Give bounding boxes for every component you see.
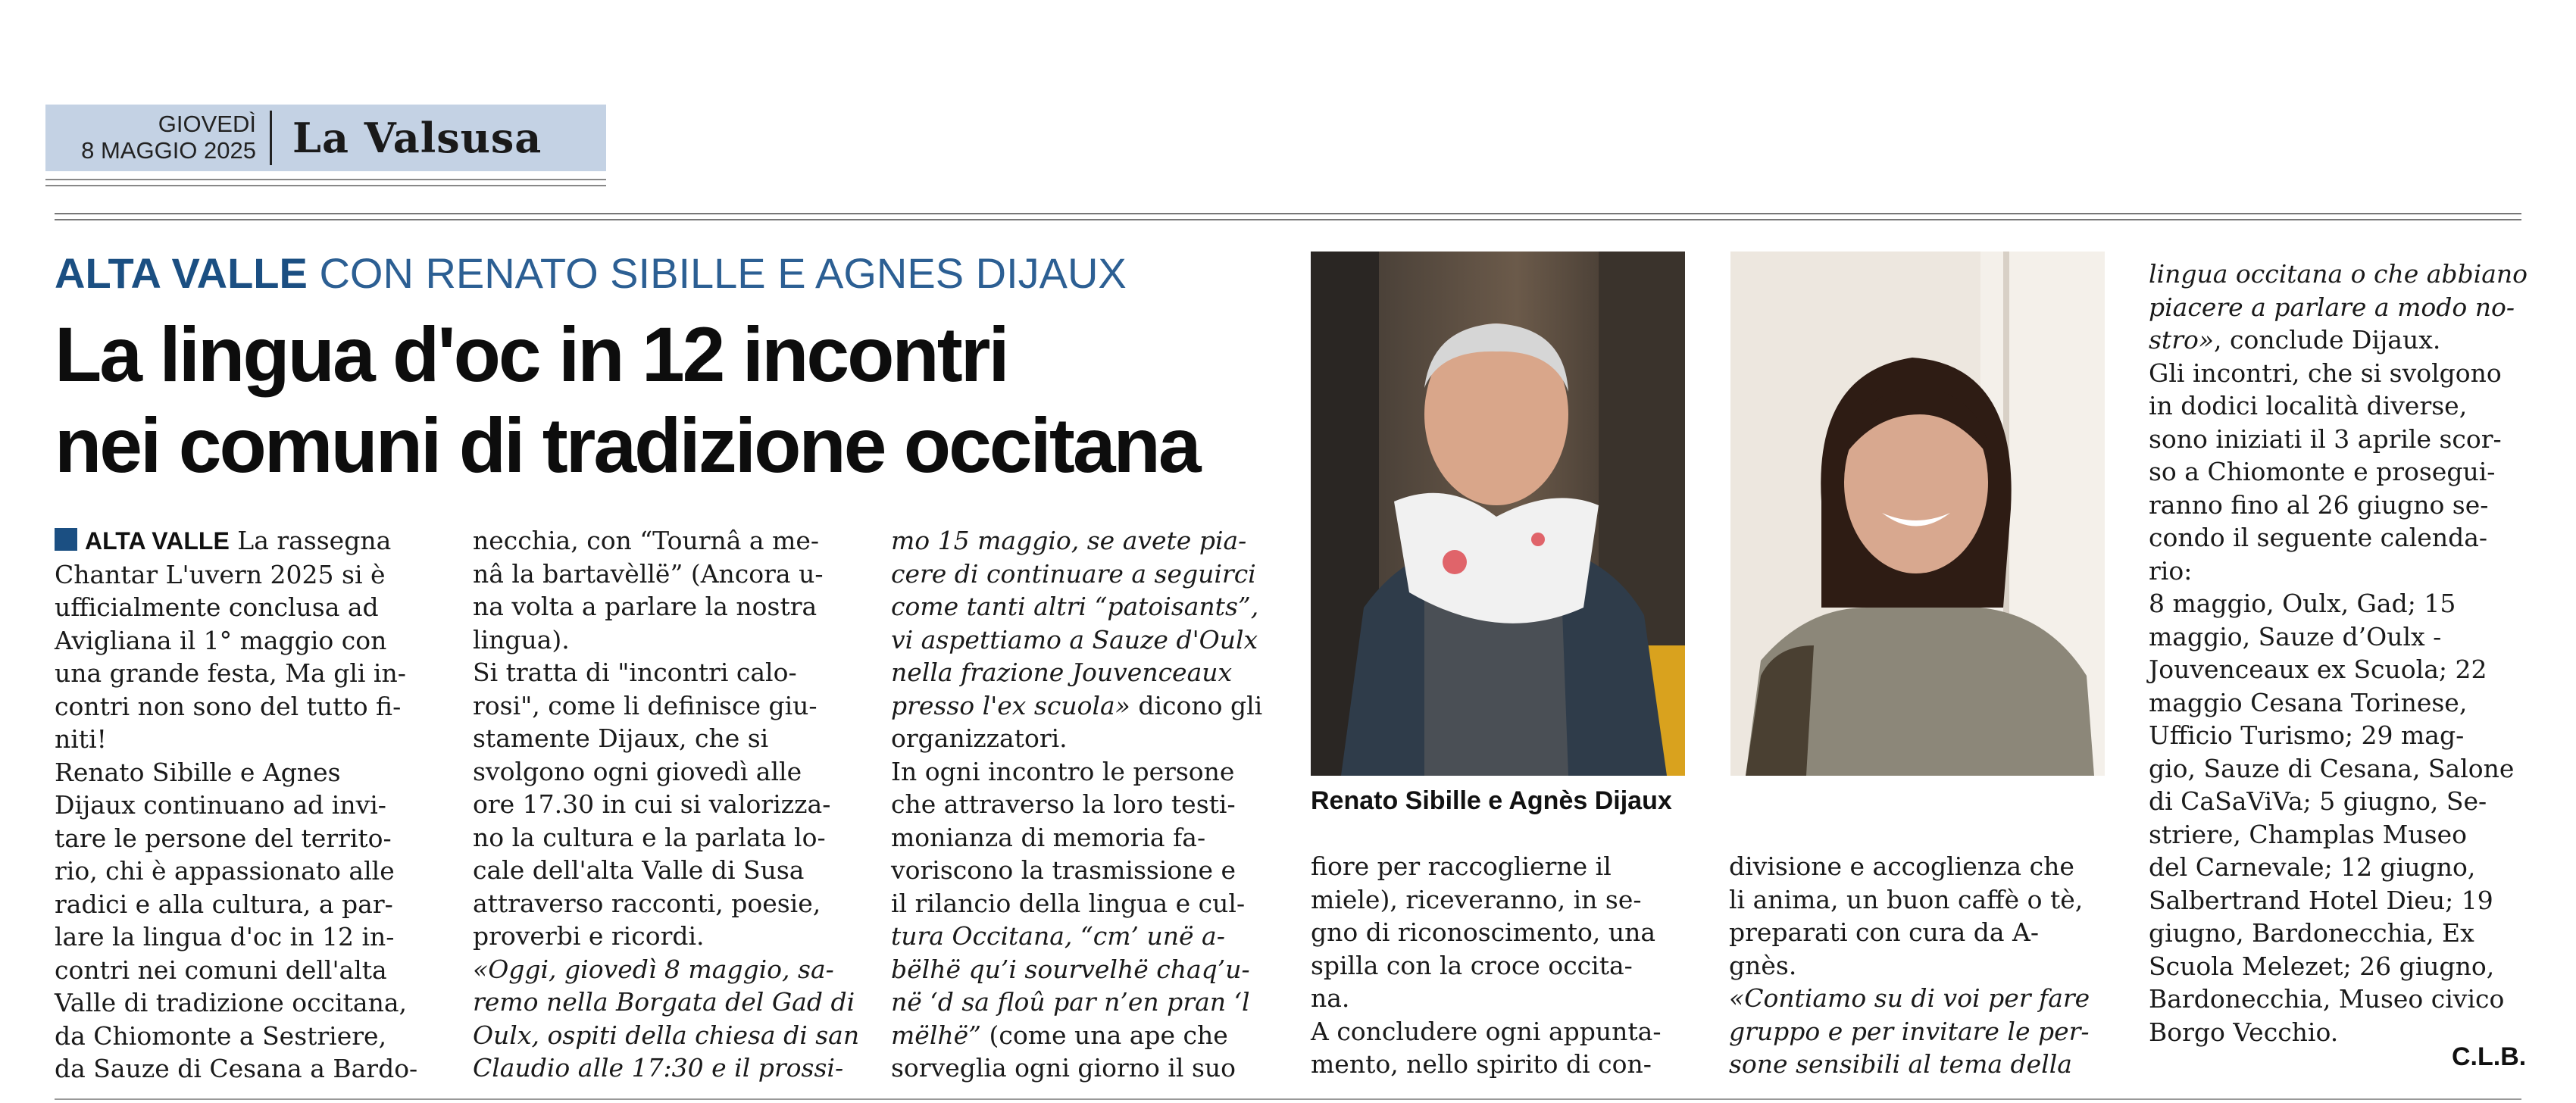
text-line: lingua occitana o che abbiano — [2149, 259, 2528, 289]
text-line: gnès. — [1729, 950, 1797, 980]
issue-day: GIOVEDÌ — [158, 111, 256, 137]
masthead-underline — [45, 185, 606, 186]
article-column-4 — [1311, 850, 1690, 1081]
text-line: necchia, con “Tournâ a me- — [473, 526, 820, 555]
text-line: në ‘d sa floû par n’en pran ‘l — [891, 987, 1250, 1017]
text-line: Bardonecchia, Museo civico — [2149, 984, 2505, 1014]
text-line: fiore per raccoglierne il — [1311, 851, 1612, 881]
article-column-1 — [55, 524, 427, 1086]
text-line: sono iniziati il 3 aprile scor- — [2149, 423, 2502, 454]
text-line: stamente Dijaux, che si — [473, 723, 769, 753]
text-line: ranno fino al 26 giugno se- — [2149, 489, 2489, 520]
text-line: maggio Cesana Torinese, — [2149, 687, 2468, 717]
title-line: nei comuni di tradizione occitana — [55, 402, 1199, 489]
text-line: da Sauze di Cesana a Bardo- — [55, 1054, 418, 1083]
text-line: gruppo e per invitare le per- — [1729, 1016, 2090, 1046]
text-line: che attraverso la loro testi- — [891, 789, 1236, 819]
text-line: Jouvenceaux ex Scuola; 22 — [2149, 655, 2487, 684]
lead-section-label: ALTA VALLE — [85, 527, 230, 555]
text-line: Salbertrand Hotel Dieu; 19 — [2149, 885, 2493, 915]
text-line: mo 15 maggio, se avete pia- — [891, 526, 1247, 555]
text-line: cale dell'alta Valle di Susa — [473, 855, 805, 885]
text-line: 8 maggio, Oulx, Gad; 15 — [2149, 589, 2456, 618]
text-line: lingua). — [473, 624, 570, 655]
photo-caption: Renato Sibille e Agnès Dijaux — [1311, 786, 1672, 815]
text-line: rio: — [2149, 555, 2193, 586]
text-line: Ufficio Turismo; 29 mag- — [2149, 720, 2465, 750]
text-line: stro», conclude Dijaux. — [2149, 325, 2441, 355]
text-line: attraverso racconti, poesie, — [473, 888, 821, 918]
text-line: lare la lingua d'oc in 12 in- — [55, 922, 395, 951]
masthead-underline — [45, 179, 606, 180]
text-line: ufficialmente conclusa ad — [55, 592, 379, 622]
text-line: Chantar L'uvern 2025 si è — [55, 559, 386, 589]
text-line: sone sensibili al tema della — [1729, 1049, 2072, 1079]
masthead-divider — [270, 111, 272, 165]
text-line: na. — [1311, 983, 1350, 1013]
text-line: Avigliana il 1° maggio con — [55, 625, 387, 655]
text-line: da Chiomonte a Sestriere, — [55, 1020, 387, 1051]
text-line: presso l'ex scuola» dicono gli — [891, 690, 1263, 720]
text-line: il rilancio della lingua e cul- — [891, 888, 1246, 918]
photo-agnes-dijaux — [1730, 252, 2105, 776]
text-line: gno di riconoscimento, una — [1311, 917, 1656, 947]
text-line: Scuola Melezet; 26 giugno, — [2149, 951, 2495, 981]
text-line: divisione e accoglienza che — [1729, 851, 2074, 881]
section-square-icon — [55, 528, 77, 551]
text-line: Claudio alle 17:30 e il prossi- — [473, 1053, 844, 1083]
text-line: Valle di tradizione occitana, — [55, 988, 407, 1017]
text-line: gio, Sauze di Cesana, Salone — [2149, 753, 2515, 783]
text-line: voriscono la trasmissione e — [891, 855, 1236, 885]
newspaper-logo: La Valsusa — [292, 114, 542, 162]
text-line: condo il seguente calenda- — [2149, 523, 2488, 552]
text-line: in dodici località diverse, — [2149, 391, 2468, 420]
text-line: svolgono ogni giovedì alle — [473, 756, 802, 786]
kicker-text: CON RENATO SIBILLE E AGNES DIJAUX — [319, 249, 1127, 297]
text-line: Gli incontri, che si svolgono — [2149, 358, 2502, 388]
text-line: mento, nello spirito di con- — [1311, 1049, 1652, 1079]
kicker-section: ALTA VALLE — [55, 249, 308, 297]
text-line: mëlhë” (come una ape che — [891, 1020, 1228, 1050]
title-line: La lingua d'oc in 12 incontri — [55, 311, 1008, 398]
article-column-3 — [891, 524, 1270, 1085]
text-line: striere, Champlas Museo — [2149, 819, 2467, 849]
issue-full-date: 8 MAGGIO 2025 — [81, 137, 256, 164]
text-line: li anima, un buon caffè o tè, — [1729, 884, 2084, 914]
text-line: di CaSaViVa; 5 giugno, Se- — [2149, 786, 2487, 816]
column-lines — [55, 558, 427, 1086]
article-column-2 — [473, 524, 860, 1085]
text-line: so a Chiomonte e prosegui- — [2149, 457, 2496, 486]
text-line: In ogni incontro le persone — [891, 756, 1235, 786]
photo-woman-illustration — [1730, 252, 2105, 776]
text-line: niti! — [55, 724, 107, 754]
text-line: Oulx, ospiti della chiesa di san — [473, 1020, 860, 1050]
text-line: giugno, Bardonecchia, Ex — [2149, 918, 2474, 948]
text-line: tare le persone del territo- — [55, 823, 392, 853]
article-column-6 — [2149, 258, 2528, 1048]
text-line: «Oggi, giovedì 8 maggio, sa- — [473, 954, 834, 984]
text-line: spilla con la croce occita- — [1311, 950, 1633, 980]
text-line: contri nei comuni dell'alta — [55, 955, 387, 985]
text-line: Borgo Vecchio. — [2149, 1017, 2339, 1047]
photo-man-illustration — [1311, 252, 1685, 776]
text-line: piacere a parlare a modo no- — [2149, 292, 2515, 322]
text-line: preparati con cura da A- — [1729, 917, 2040, 947]
text-line: ore 17.30 in cui si valorizza- — [473, 789, 831, 819]
page-rule — [55, 1098, 2521, 1100]
text-line: vi aspettiamo a Sauze d'Oulx — [891, 624, 1258, 655]
text-line: nâ la bartavèllë” (Ancora u- — [473, 558, 824, 589]
text-line: proverbi e ricordi. — [473, 921, 705, 951]
article-title — [55, 309, 1236, 491]
text-line: tura Occitana, “cm’ unë a- — [891, 921, 1225, 951]
article-kicker — [55, 248, 1127, 298]
lead-line — [55, 524, 427, 558]
text-line: nella frazione Jouvenceaux — [891, 658, 1233, 687]
text-line: bëlhë qu’i sourvelhë chaq’u- — [891, 954, 1250, 984]
text-line: Renato Sibille e Agnes — [55, 757, 341, 787]
text-line: na volta a parlare la nostra — [473, 592, 818, 621]
issue-date — [45, 111, 256, 164]
text-line: rosi", come li definisce giu- — [473, 690, 818, 720]
text-line: «Contiamo su di voi per fare — [1729, 983, 2090, 1013]
text-line: contri non sono del tutto fi- — [55, 691, 402, 721]
photo-renato-sibille — [1311, 252, 1685, 776]
text-line: del Carnevale; 12 giugno, — [2149, 852, 2476, 882]
text-line: Si tratta di "incontri calo- — [473, 658, 797, 687]
page-rule — [55, 213, 2521, 214]
text-line: organizzatori. — [891, 723, 1068, 753]
text-line: una grande festa, Ma gli in- — [55, 658, 406, 688]
text-line: miele), riceveranno, in se- — [1311, 884, 1642, 914]
article-column-5 — [1729, 850, 2108, 1081]
text-line: La rassegna — [237, 526, 392, 555]
text-line: Dijaux continuano ad invi- — [55, 790, 386, 820]
text-line: maggio, Sauze d’Oulx - — [2149, 621, 2442, 651]
text-line: remo nella Borgata del Gad di — [473, 987, 855, 1017]
text-line: radici e alla cultura, a par- — [55, 889, 393, 919]
page-rule — [55, 219, 2521, 220]
author-signature: C.L.B. — [2452, 1042, 2527, 1071]
text-line: rio, chi è appassionato alle — [55, 856, 395, 886]
text-line: no la cultura e la parlata lo- — [473, 822, 826, 852]
text-line: A concludere ogni appunta- — [1311, 1016, 1662, 1046]
text-line: come tanti altri “patoisants”, — [891, 592, 1259, 621]
text-line: cere di continuare a seguirci — [891, 558, 1256, 589]
text-line: monianza di memoria fa- — [891, 822, 1206, 852]
text-line: sorveglia ogni giorno il suo — [891, 1053, 1236, 1083]
